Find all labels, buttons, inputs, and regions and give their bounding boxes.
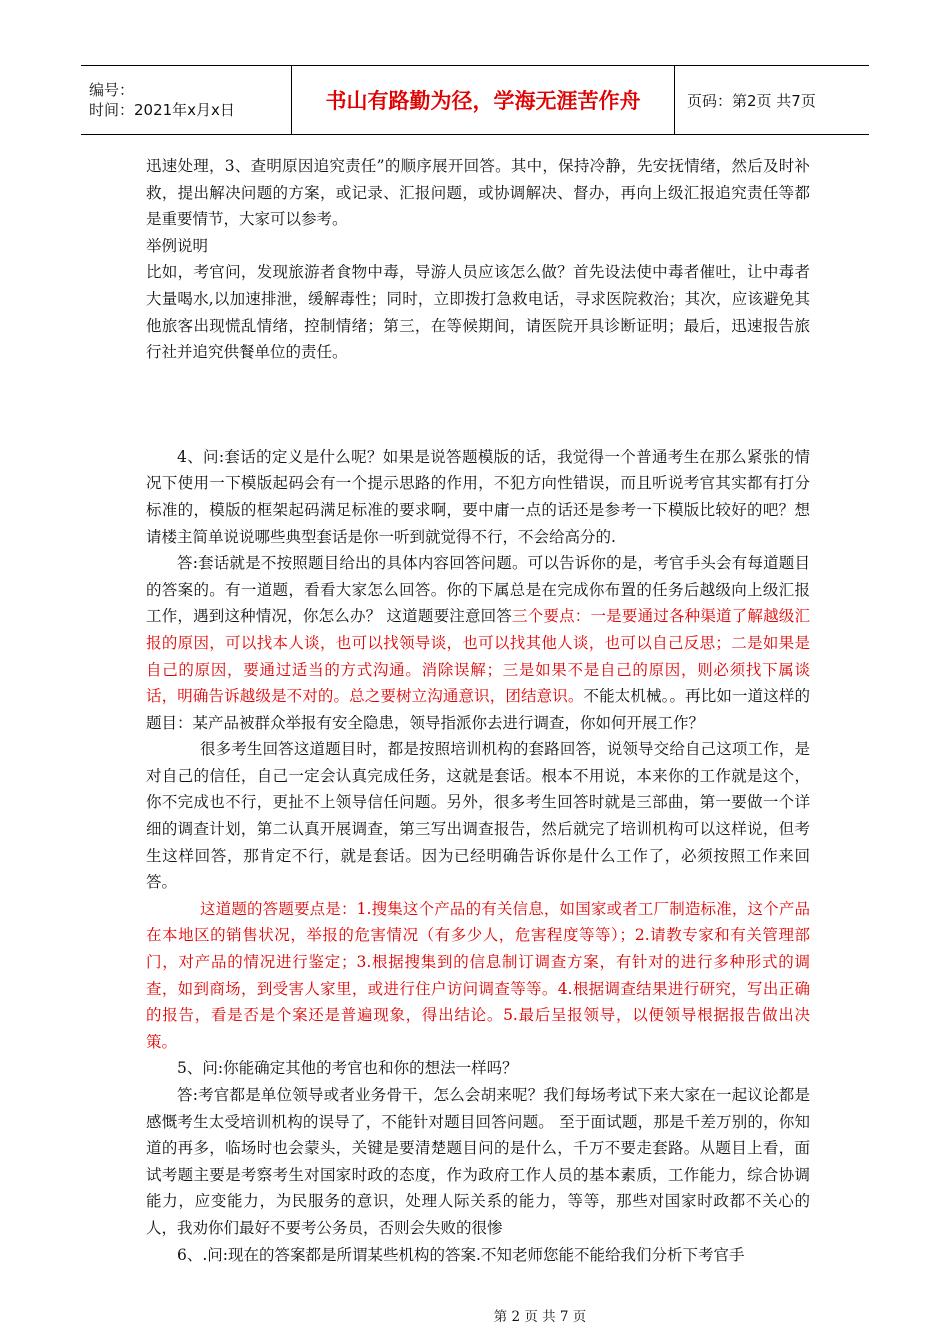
footer-page-number: 第 2 页 共 7 页 — [493, 1309, 587, 1325]
paragraph: 比如，考官问，发现旅游者食物中毒，导游人员应该怎么做？首先设法使中毒者催吐，让中毒者大量喝水,以加速排泄，缓解毒性；同时，立即拨打急救电话，寻求医院救治；其次，应该避免其他旅客出现慌乱情绪，控制情绪；第三，在等候期间，请医院开具诊断证明；最后，迅速报告旅行社并追究供餐单位的责任。 — [146, 263, 810, 362]
paragraph: 很多考生回答这道题目时，都是按照培训机构的套路回答，说领导交给自己这项工作，是对自己的信任，自己一定会认真完成任务，这就是套话。根本不用说，本来你的工作就是这个，你不完成也不行，更扯不上领导信任问题。另外，很多考生回答时就是三部曲，第一要做一个详细的调查计划，第二认真开展调查，第三写出调查报告，然后就完了培训机构可以这样说，但考生这样回答，那肯定不行，就是套话。因为已经明确告诉你是什么工作了，必须按照工作来回答。 — [146, 740, 810, 892]
question-paragraph: 4、问:套话的定义是什么呢？如果是说答题模版的话，我觉得一个普通考生在那么紧张的情况下使用一下模版起码会有一个提示思路的作用，不犯方向性错误，而且听说考官其实都有打分标准的，模版的框架起码满足标准的要求啊，要中庸一点的话还是参考一下模版比较好的吧？想请楼主简单说说哪些典型套话是你一听到就觉得不行，不会给高分的. — [146, 447, 810, 546]
answer-paragraph — [146, 550, 810, 736]
answer-key-points-paragraph: 这道题的答题要点是：1.搜集这个产品的有关信息，如国家或者工厂制造标准，这个产品在本地区的销售状况，举报的危害情况（有多少人，危害程度等等）；2.请教专家和有关管理部门，对产品的情况进行鉴定；3.根据搜集到的信息制订调查方案，有针对的进行多种形式的调查，如到商场，到受害人家里，或进行住户访问调查等等。4.根据调查结果进行研究，写出正确的报告，看是否是个案还是普遍现象，得出结论。5.最后呈报领导，以便领导根据报告做出决策。 — [146, 899, 810, 1051]
document-date-label: 时间：2021年x月x日 — [89, 101, 235, 119]
question-paragraph: 6、.问:现在的答案都是所谓某些机构的答案.不知老师您能不能给我们分析下考官手 — [177, 1245, 745, 1264]
header-meta — [81, 66, 292, 134]
header-page-number: 页码：第2页 共7页 — [687, 91, 816, 110]
page-footer — [0, 1305, 950, 1325]
page-header — [81, 65, 869, 135]
document-body — [146, 153, 810, 1268]
section-heading: 举例说明 — [146, 236, 209, 255]
blank-space — [146, 366, 810, 444]
answer-text: 答:套话就是不按照题目给出的具体内容回答问题。可以告诉你的是，考官手头会有每道题目的答案的。有一道题，看看大家怎么回答。你的下属总是在完成你布置的任务后越级向上级汇报工作，遇到这种情况，你怎么办？ 这道题要注意回答 — [146, 554, 810, 626]
document-number-label: 编号： — [89, 81, 135, 99]
answer-text-continued: 不能太机械。。再比如一道这样的题目：某产品被群众举报有安全隐患，领导指派你去进行调查，你如何开展工作？ — [146, 687, 810, 732]
motto-text: 书山有路勤为径，学海无涯苦作舟 — [325, 89, 641, 113]
answer-paragraph: 答:考官都是单位领导或者业务骨干，怎么会胡来呢？我们每场考试下来大家在一起议论都是感慨考生太受培训机构的误导了，不能针对题目回答问题。 至于面试题，那是千差万别的，你知道的再多，临场时也会蒙头，关键是要清楚题目问的是什么，千万不要走套路。从题目上看，面试考题主要是考察考生对国家时政的态度，作为政府工作人员的基本素质，工作能力，综合协调能力，应变能力，为民服务的意识，处理人际关系的能力，等等，那些对国家时政都不关心的人，我劝你们最好不要考公务员，否则会失败的很惨 — [146, 1086, 810, 1237]
header-page-info — [675, 66, 869, 134]
question-paragraph: 5、问:你能确定其他的考官也和你的想法一样吗？ — [177, 1059, 518, 1078]
header-motto — [292, 66, 675, 134]
answer-key-points: 三个要点：一是要通过各种渠道了解越级汇报的原因，可以找本人谈，也可以找领导谈，也可以找其他人谈，也可以自己反思；二是如果是自己的原因，要通过适当的方式沟通。消除误解；三是如果不是自己的原因，则必须找下属谈话，明确告诉越级是不对的。总之要树立沟通意识，团结意识。 — [146, 607, 810, 706]
paragraph: 迅速处理，3、查明原因追究责任”的顺序展开回答。其中，保持冷静，先安抚情绪，然后及时补救，提出解决问题的方案，或记录、汇报问题，或协调解决、督办，再向上级汇报追究责任等都是重要情节，大家可以参考。 — [146, 157, 810, 229]
